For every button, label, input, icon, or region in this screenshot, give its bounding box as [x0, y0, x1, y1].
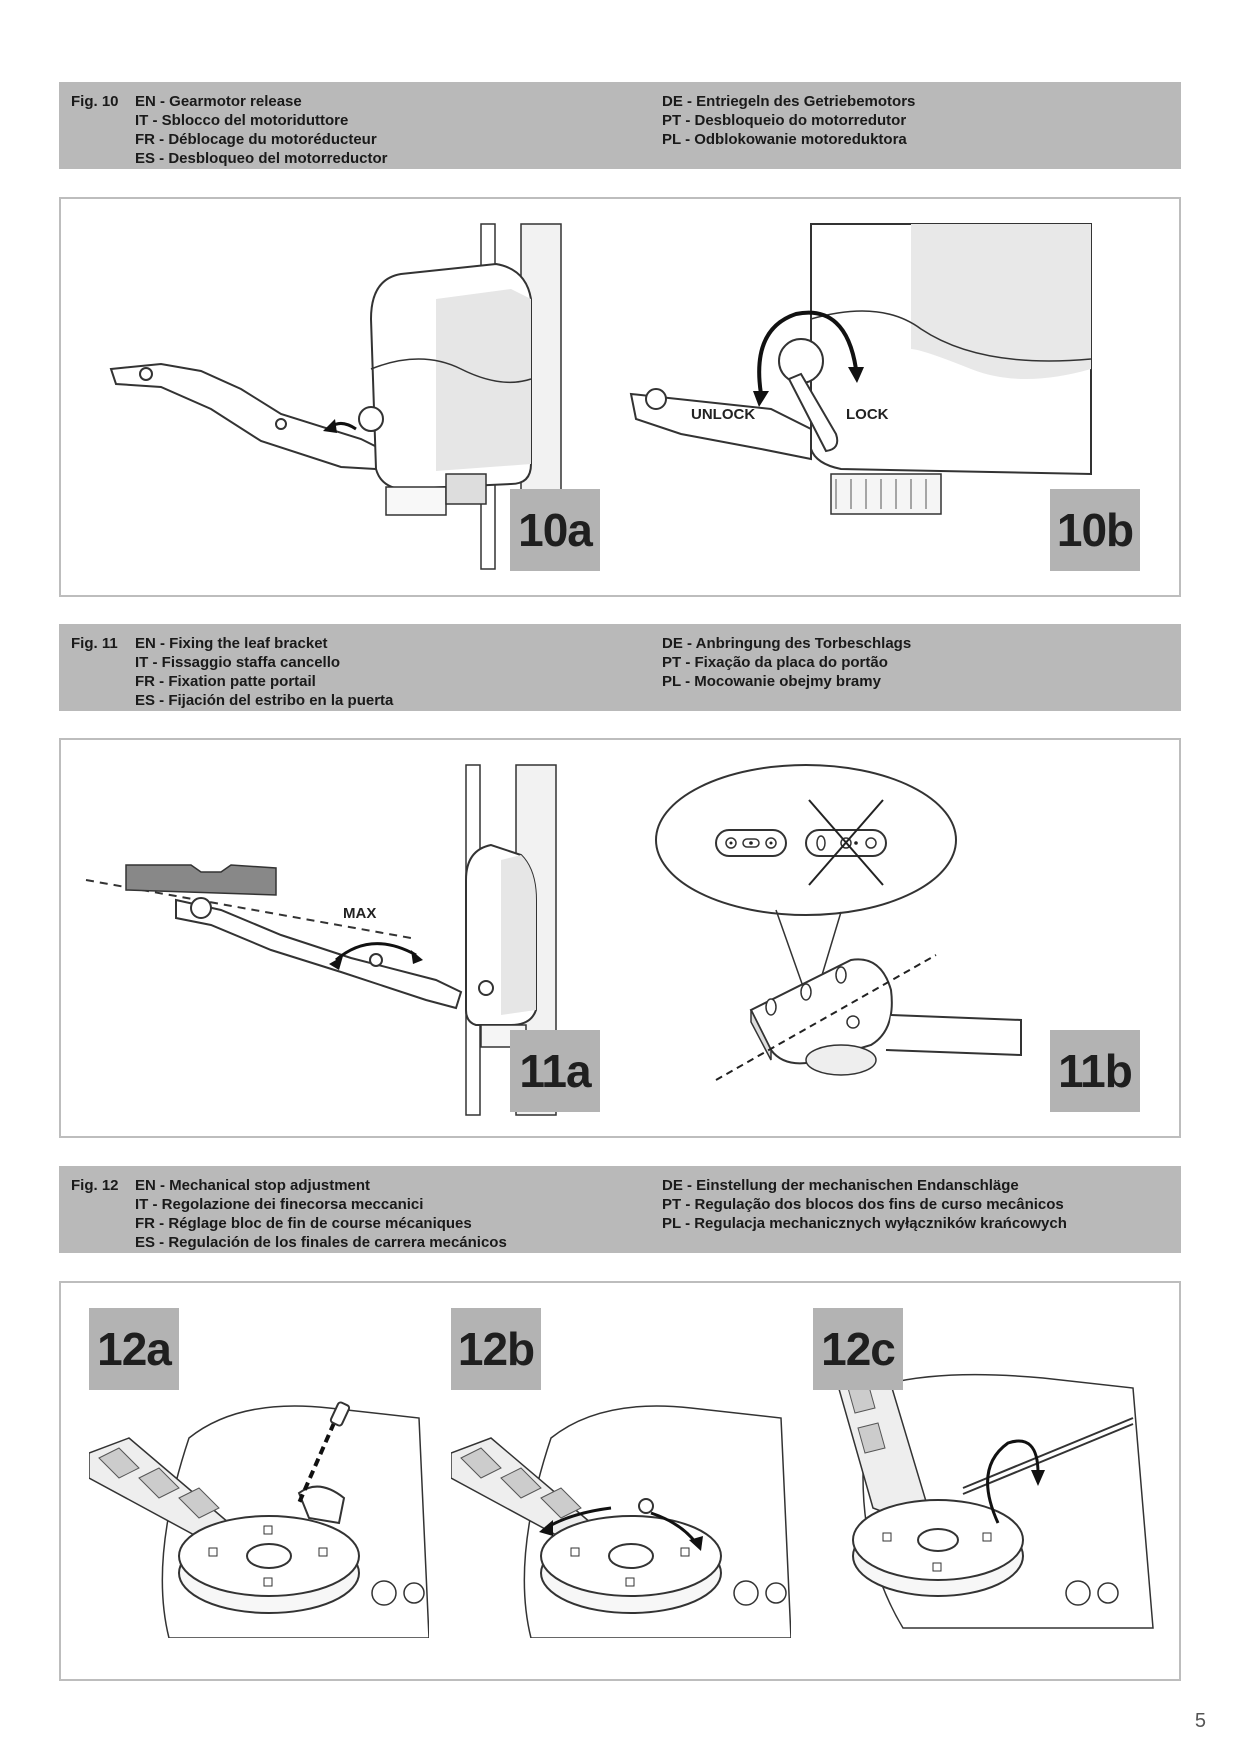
figure-panel-11 — [59, 738, 1181, 1138]
caption-line: EN - Fixing the leaf bracket — [135, 635, 328, 652]
caption-right-column — [662, 1176, 1067, 1233]
panel-label-11a: 11a — [510, 1030, 600, 1112]
caption-line: FR - Réglage bloc de fin de course mécaniques — [135, 1215, 472, 1232]
panel-label-10a: 10a — [510, 489, 600, 571]
figure-panel-10 — [59, 197, 1181, 597]
caption-line: PT - Regulação dos blocos dos fins de curso mecânicos — [662, 1196, 1064, 1213]
max-label: MAX — [343, 905, 377, 922]
caption-line: ES - Desbloqueo del motorreductor — [135, 150, 388, 167]
caption-fig-10 — [59, 82, 1181, 169]
caption-line: EN - Mechanical stop adjustment — [135, 1177, 371, 1194]
caption-left-column — [135, 92, 388, 168]
caption-line: IT - Regolazione dei finecorsa meccanici — [135, 1196, 424, 1213]
caption-line: DE - Entriegeln des Getriebemotors — [662, 93, 916, 110]
caption-right-column — [662, 92, 915, 149]
caption-line: PL - Mocowanie obejmy bramy — [662, 673, 881, 690]
caption-line: DE - Einstellung der mechanischen Endanschläge — [662, 1177, 1019, 1194]
caption-line: PL - Regulacja mechanicznych wyłączników krańcowych — [662, 1215, 1067, 1232]
figure-panel-12 — [59, 1281, 1181, 1681]
lock-label: LOCK — [846, 406, 889, 423]
fig-label: Fig. 11 — [71, 635, 118, 652]
caption-line: EN - Gearmotor release — [135, 93, 302, 110]
caption-line: ES - Fijación del estribo en la puerta — [135, 692, 394, 709]
caption-line: PT - Fixação da placa do portão — [662, 654, 888, 671]
caption-line: ES - Regulación de los finales de carrera mecánicos — [135, 1234, 507, 1251]
caption-left-column — [135, 1176, 507, 1252]
caption-line: IT - Sblocco del motoriduttore — [135, 112, 349, 129]
fig-label: Fig. 10 — [71, 93, 119, 110]
caption-fig-12 — [59, 1166, 1181, 1253]
fig-label: Fig. 12 — [71, 1177, 119, 1194]
unlock-label: UNLOCK — [691, 406, 756, 423]
page-number: 5 — [1194, 1710, 1206, 1732]
caption-line: DE - Anbringung des Torbeschlags — [662, 635, 912, 652]
panel-label-12a: 12a — [89, 1308, 179, 1390]
caption-line: FR - Déblocage du motoréducteur — [135, 131, 377, 148]
panel-label-12c: 12c — [813, 1308, 903, 1390]
caption-fig-11 — [59, 624, 1181, 711]
panel-label-11b: 11b — [1050, 1030, 1140, 1112]
panel-label-12b: 12b — [451, 1308, 541, 1390]
caption-right-column — [662, 634, 911, 691]
caption-line: PL - Odblokowanie motoreduktora — [662, 131, 907, 148]
panel-label-10b: 10b — [1050, 489, 1140, 571]
caption-line: FR - Fixation patte portail — [135, 673, 316, 690]
caption-line: IT - Fissaggio staffa cancello — [135, 654, 341, 671]
caption-line: PT - Desbloqueio do motorredutor — [662, 112, 907, 129]
caption-left-column — [135, 634, 393, 710]
